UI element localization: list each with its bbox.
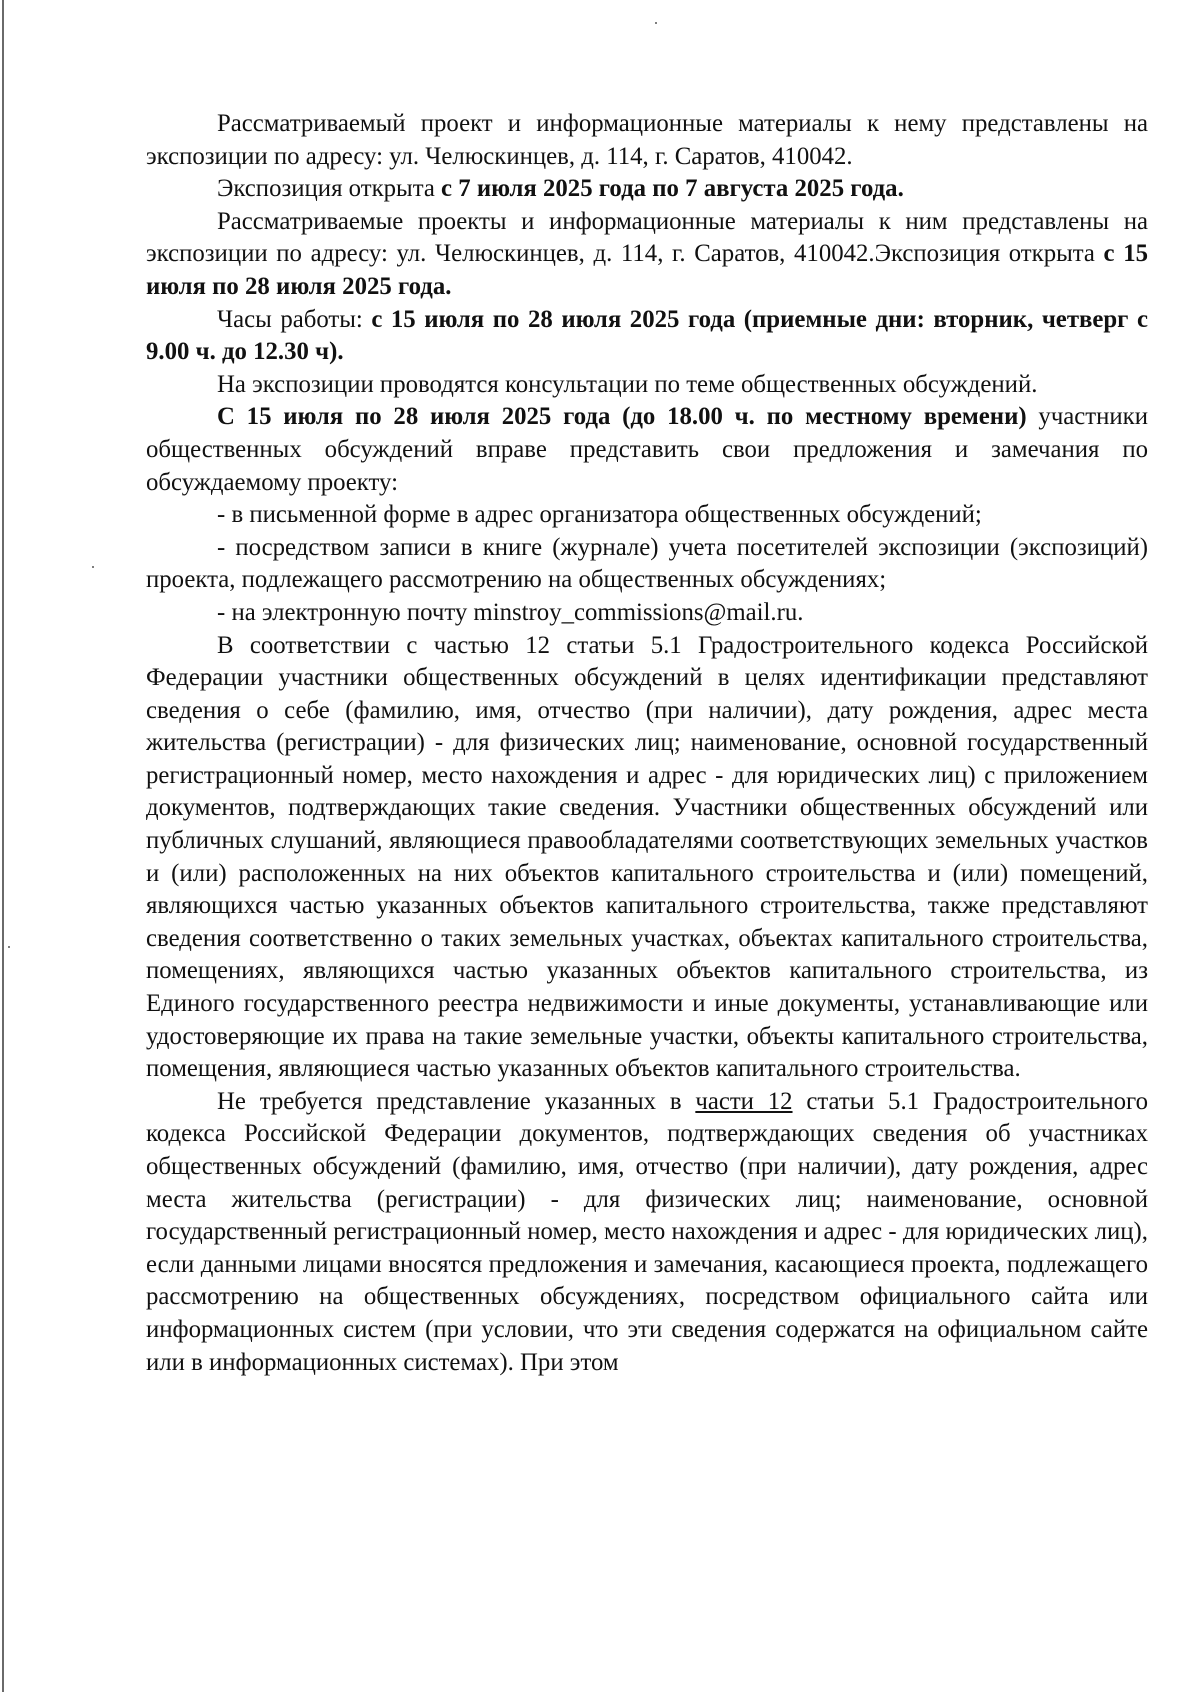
list-item-written-form: - в письменной форме в адрес организатора общественных обсуждений;	[217, 501, 982, 529]
scan-artifact	[92, 566, 94, 568]
paragraph-text: статьи 5.1 Градостроительного кодекса Российской Федерации документов, подтверждающих сведения об участниках общественных обсуждений (фамилию, имя, отчество (при наличии), дату рождения, адрес места жительства (регистрации) - для физических лиц; наименование, основной государственный регистрационный номер, место нахождения и адрес - для юридических лиц), если данными лицами вносятся предложения и замечания, касающиеся проекта, подлежащего рассмотрению на общественных обсуждениях, посредством официального сайта или информационных систем (при условии, что эти сведения содержатся на официальном сайте или в информационных системах). При этом	[146, 1087, 1148, 1376]
paragraph-identification: В соответствии с частью 12 статьи 5.1 Градостроительного кодекса Российской Федерации участники общественных обсуждений в целях идентификации представляют сведения о себе (фамилию, имя, отчество (при наличии), дату рождения, адрес места жительства (регистрации) - для физических лиц; наименование, основной государственный регистрационный номер, место нахождения и адрес - для юридических лиц) с приложением документов, подтверждающих такие сведения. Участники общественных обсуждений или публичных слушаний, являющиеся правообладателями соответствующих земельных участков и (или) расположенных на них объектов капитального строительства и (или) помещений, являющихся частью указанных объектов капитального строительства, также представляют сведения соответственно о таких земельных участках, объектах капитального строительства, помещениях, являющихся частью указанных объектов капитального строительства, из Единого государственного реестра недвижимости и иные документы, устанавливающие или удостоверяющие их права на такие земельные участки, объекты капитального строительства, помещения, являющиеся частью указанных объектов капитального строительства.	[146, 631, 1148, 1083]
projects-dates-bold: с 15 июля по 28 июля 2025 года.	[146, 240, 1148, 300]
paragraph-text: участники общественных обсуждений вправе представить свои предложения и замечания по обсуждаемому проекту:	[146, 403, 1149, 496]
paragraph-proposals-period	[146, 401, 1148, 499]
working-hours-bold: с 15 июля по 28 июля 2025 года (приемные дни: вторник, четверг с 9.00 ч. до 12.30 ч).	[146, 305, 1148, 366]
paragraph-exposition-address: Рассматриваемый проект и информационные материалы к нему представлены на экспозиции по адресу: ул. Челюскинцев, д. 114, г. Саратов, 410042.	[146, 110, 1148, 170]
scan-artifact	[8, 946, 10, 948]
list-item-email: - на электронную почту minstroy_commissions@mail.ru.	[217, 598, 804, 626]
exposition-dates-bold: с 7 июля 2025 года по 7 августа 2025 года.	[441, 175, 904, 203]
paragraph-text: Не требуется представление указанных в	[217, 1087, 696, 1115]
proposals-period-bold: С 15 июля по 28 июля 2025 года (до 18.00 ч. по местному времени)	[217, 403, 1027, 431]
paragraph-consultations: На экспозиции проводятся консультации по теме общественных обсуждений.	[217, 370, 1038, 398]
scan-artifact	[655, 22, 657, 24]
list-item-visitor-book: - посредством записи в книге (журнале) учета посетителей экспозиции (экспозиций) проекта, подлежащего рассмотрению на общественных обсуждениях;	[146, 533, 1148, 594]
paragraph-text: Рассматриваемые проекты и информационные материалы к ним представлены на экспозиции по адресу: ул. Челюскинцев, д. 114, г. Саратов, 410042.Экспозиция открыта	[146, 207, 1148, 268]
paragraph-working-hours	[146, 304, 1148, 369]
paragraph-exposition-dates	[146, 173, 1148, 206]
paragraph-not-required	[146, 1086, 1148, 1379]
document-body	[146, 108, 1148, 1379]
paragraph-text: Экспозиция открыта	[217, 175, 442, 203]
paragraph-text: Часы работы:	[217, 305, 372, 333]
part-12-link[interactable]: части 12	[695, 1087, 793, 1115]
paragraph-projects-address	[146, 206, 1148, 304]
scan-edge-line	[2, 0, 4, 1692]
